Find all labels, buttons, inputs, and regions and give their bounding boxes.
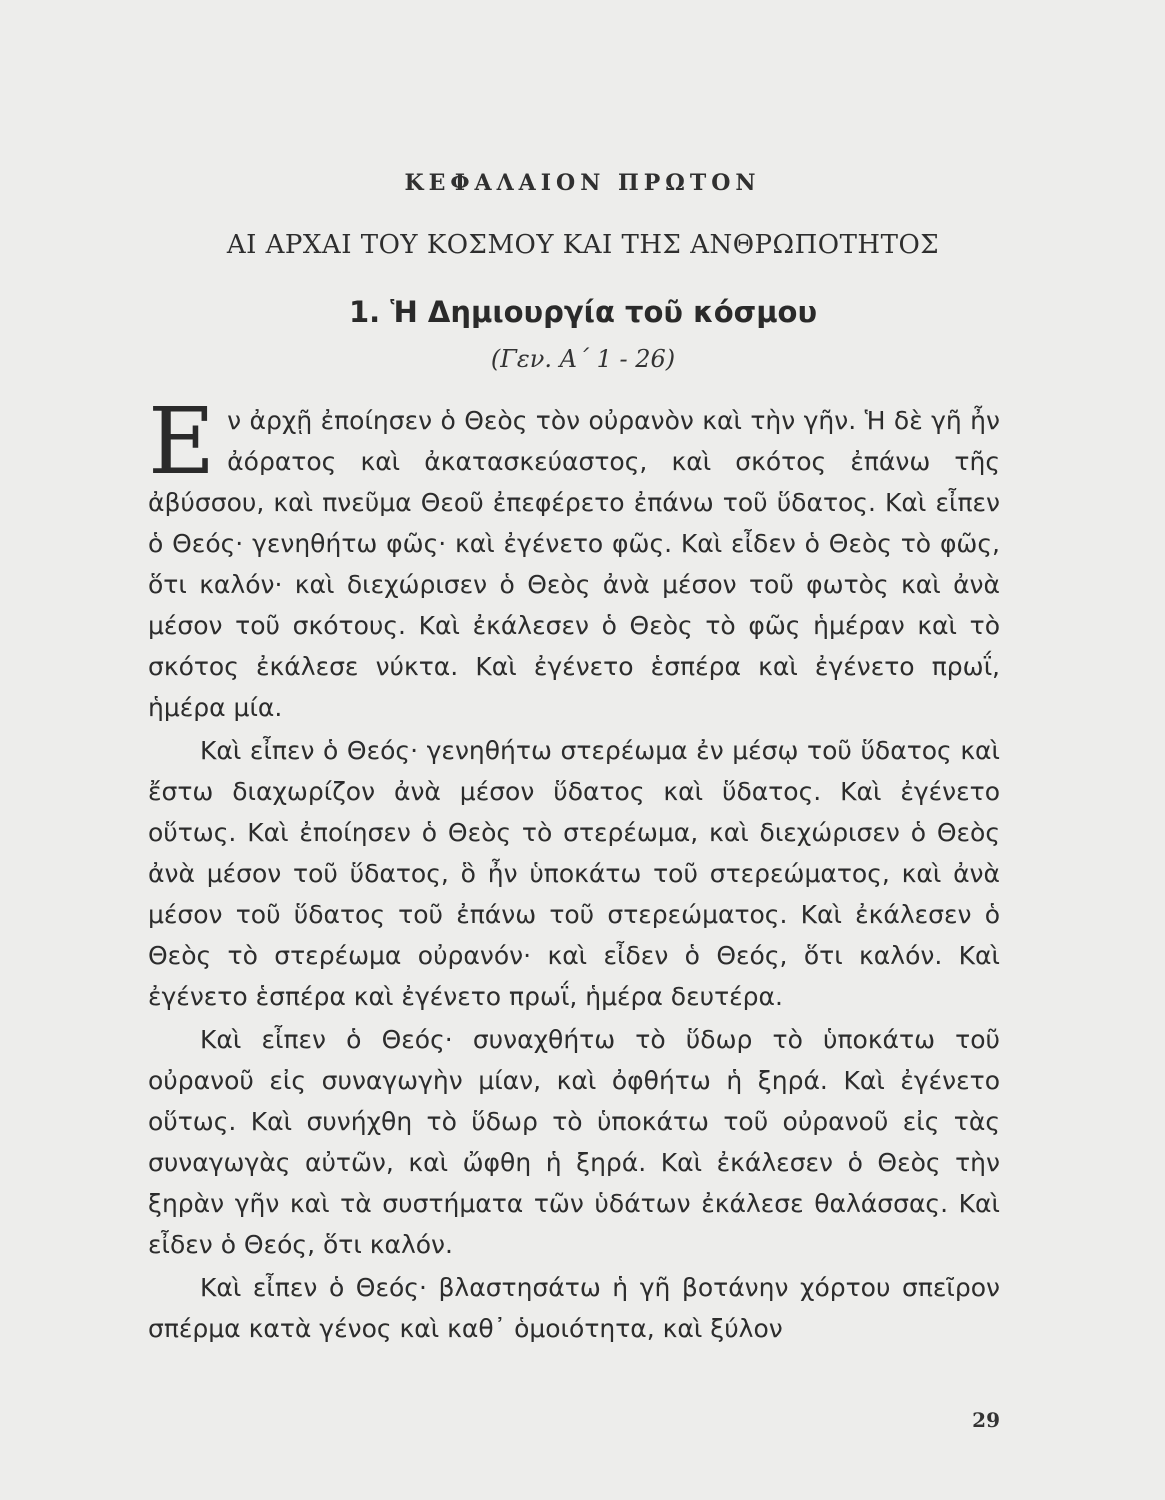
paragraph-4: Καὶ εἶπεν ὁ Θεός· βλαστησάτω ἡ γῆ βοτάνην χόρτου σπεῖρον σπέρμα κατὰ γένος καὶ καθ᾽ ὁμοιότητα, καὶ ξύλον (148, 1273, 1000, 1343)
scripture-reference: (Γεν. Α΄ 1 - 26) (490, 345, 676, 373)
page-number: 29 (972, 1408, 1000, 1432)
body-text (148, 388, 1000, 1349)
drop-cap: Ε (148, 388, 216, 495)
part-title: ΑΙ ΑΡΧΑΙ ΤΟΥ ΚΟΣΜΟΥ ΚΑΙ ΤΗΣ ΑΝΘΡΩΠΟΤΗΤΟΣ (226, 230, 940, 260)
paragraph-1 (148, 388, 1000, 728)
paragraph-1-text: ν ἀρχῇ ἐποίησεν ὁ Θεὸς τὸν οὐρανὸν καὶ τὴν γῆν. Ἡ δὲ γῆ ἦν ἀόρατος καὶ ἀκατασκεύαστος, καὶ σκότος ἐπάνω τῆς ἀβύσσου, καὶ πνεῦμα Θεοῦ ἐπεφέρετο ἐπάνω τοῦ ὕδατος. Καὶ εἶπεν ὁ Θεός· γενηθήτω φῶς· καὶ ἐγένετο φῶς. Καὶ εἶδεν ὁ Θεὸς τὸ φῶς, ὅτι καλόν· καὶ διεχώρισεν ὁ Θεὸς ἀνὰ μέσον τοῦ φωτὸς καὶ ἀνὰ μέσον τοῦ σκότους. Καὶ ἐκάλεσεν ὁ Θεὸς τὸ φῶς ἡμέραν καὶ τὸ σκότος ἐκάλεσε νύκτα. Καὶ ἐγένετο ἑσπέρα καὶ ἐγένετο πρωΐ, ἡμέρα μία. (148, 406, 1000, 722)
section-title: 1. Ἡ Δημιουργία τοῦ κόσμου (348, 295, 818, 329)
paragraph-3: Καὶ εἶπεν ὁ Θεός· συναχθήτω τὸ ὕδωρ τὸ ὑποκάτω τοῦ οὐρανοῦ εἰς συναγωγὴν μίαν, καὶ ὀφθήτω ἡ ξηρά. Καὶ ἐγένετο οὕτως. Καὶ συνήχθη τὸ ὕδωρ τὸ ὑποκάτω τοῦ οὐρανοῦ εἰς τὰς συναγωγὰς αὐτῶν, καὶ ὤφθη ἡ ξηρά. Καὶ ἐκάλεσεν ὁ Θεὸς τὴν ξηρὰν γῆν καὶ τὰ συστήματα τῶν ὑδάτων ἐκάλεσε θαλάσσας. Καὶ εἶδεν ὁ Θεός, ὅτι καλόν. (148, 1025, 1000, 1259)
chapter-heading: ΚΕΦΑΛΑΙΟΝ ΠΡΩΤΟΝ (404, 170, 761, 196)
paragraph-2: Καὶ εἶπεν ὁ Θεός· γενηθήτω στερέωμα ἐν μέσῳ τοῦ ὕδατος καὶ ἔστω διαχωρίζον ἀνὰ μέσον ὕδατος καὶ ὕδατος. Καὶ ἐγένετο οὕτως. Καὶ ἐποίησεν ὁ Θεὸς τὸ στερέωμα, καὶ διεχώρισεν ὁ Θεὸς ἀνὰ μέσον τοῦ ὕδατος, ὃ ἦν ὑποκάτω τοῦ στερεώματος, καὶ ἀνὰ μέσον τοῦ ὕδατος τοῦ ἐπάνω τοῦ στερεώματος. Καὶ ἐκάλεσεν ὁ Θεὸς τὸ στερέωμα οὐρανόν· καὶ εἶδεν ὁ Θεός, ὅτι καλόν. Καὶ ἐγένετο ἑσπέρα καὶ ἐγένετο πρωΐ, ἡμέρα δευτέρα. (148, 736, 1000, 1011)
